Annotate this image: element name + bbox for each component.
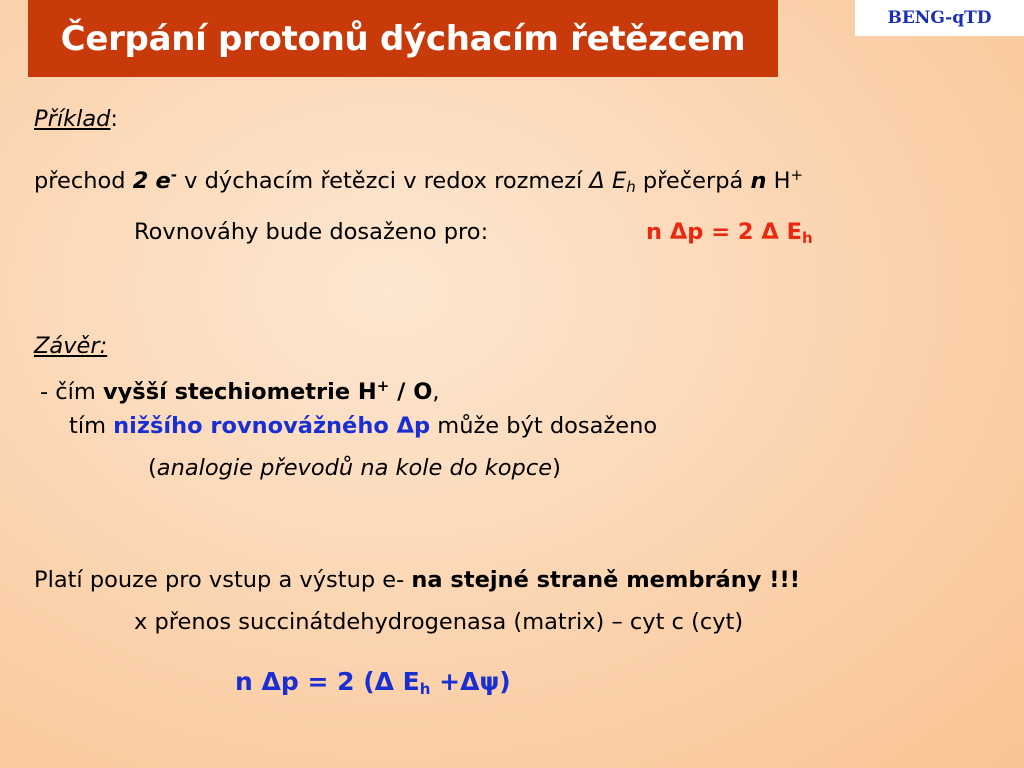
note-line-1: Platí pouze pro vstup a výstup e- na stejné straně membrány !!! [34,567,801,593]
equilibrium-formula: n Δp = 2 Δ $E_h$ [646,219,813,247]
slide-title: Čerpání protonů dýchacím řetězcem [60,18,746,59]
logo: BENG-qTD [855,0,1024,36]
title-banner [28,0,778,77]
example-line-2: Rovnováhy bude dosaženo pro: [134,219,489,245]
final-formula: n Δp = 2 (Δ $E_h +\Delta\psi$) [235,667,511,698]
conclusion-line-3: (analogie převodů na kole do kopce) [148,455,561,481]
conclusion-line-2: tím nižšího rovnovážného Δp může být dosaženo [69,413,658,439]
example-heading-line: Příklad: [34,106,119,132]
note-line-2: x přenos succinátdehydrogenasa (matrix) – cyt c (cyt) [134,609,744,635]
example-heading: Příklad [34,106,111,132]
conclusion-heading-line [34,331,107,361]
conclusion-line-1: - čím vyšší stechiometrie H+ / O, [40,377,440,405]
example-line-1: přechod 2 e- v dýchacím řetězci v redox rozmezí Δ $E_h$ přečerpá n H+ [34,166,804,196]
conclusion-heading: Závěr: [34,333,108,359]
